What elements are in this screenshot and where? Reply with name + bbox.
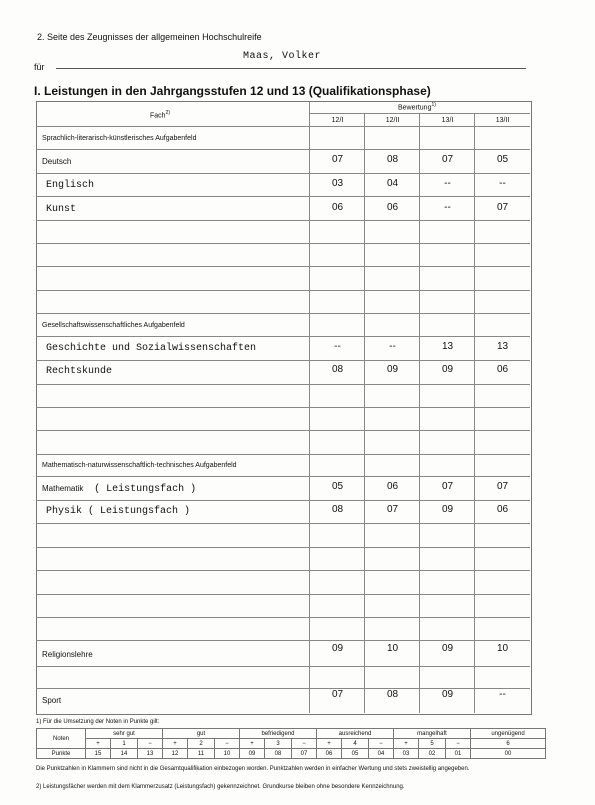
- subject-name: Deutsch: [42, 157, 72, 166]
- grade-13-2: 06: [496, 504, 509, 515]
- page-label: 2. Seite des Zeugnisses der allgemeinen Hochschulreife: [37, 32, 262, 42]
- grade-12-1: 08: [331, 364, 344, 375]
- grid-line: [36, 196, 530, 197]
- section-title: I. Leistungen in den Jahrgangsstufen 12 und 13 (Qualifikationsphase): [34, 84, 431, 98]
- scale-point: 09: [240, 749, 265, 759]
- grid-line: [36, 570, 530, 571]
- scale-point: 12: [163, 749, 188, 759]
- subject-name: Englisch: [46, 180, 95, 191]
- grades-table: [36, 101, 532, 715]
- grade-13-2: 13: [496, 341, 509, 352]
- grade-12-1: 07: [331, 689, 344, 700]
- scale-point: 11: [188, 749, 215, 759]
- grade-13-1: 09: [441, 643, 454, 654]
- subject-name: Mathematik ( Leistungsfach ): [42, 484, 197, 495]
- grid-line: [36, 266, 530, 267]
- grid-line: [36, 454, 530, 455]
- grid-line: [36, 336, 530, 337]
- subject-name: Sport: [42, 696, 62, 705]
- grid-line: [36, 313, 530, 314]
- grid-line: [36, 430, 530, 431]
- scale-grade: ungenügend: [471, 729, 546, 739]
- grid-line: [36, 407, 530, 408]
- grid-line: [36, 290, 530, 291]
- grade-12-1: 05: [331, 481, 344, 492]
- grid-line: [36, 126, 530, 127]
- name-line: [56, 68, 526, 69]
- scale-number: 6: [471, 739, 546, 749]
- grade-13-2: 10: [496, 643, 509, 654]
- fuer-label: für: [34, 62, 45, 72]
- term-12-1: 12/I: [331, 117, 344, 124]
- grid-line: [309, 113, 530, 114]
- grade-12-1: --: [334, 341, 341, 352]
- grade-13-2: 07: [496, 481, 509, 492]
- grade-13-1: 07: [441, 154, 454, 165]
- footnote-klammer: Die Punktzahlen in Klammern sind nicht in die Gesamtqualifikation einbezogen worden. Punktzahlen werden in einfacher Wertung und stets zweistellig angegeben.: [36, 766, 470, 772]
- scale-number: 2: [188, 739, 215, 749]
- grade-12-1: 06: [331, 202, 344, 213]
- grade-13-1: 09: [441, 364, 454, 375]
- grade-12-2: 07: [386, 504, 399, 515]
- grade-13-2: 06: [496, 364, 509, 375]
- footnote-2: 2) Leistungsfächer werden mit dem Klammerzusatz (Leistungsfach) gekennzeichnet. Grundkurse bleiben ohne besondere Kennzeichnung.: [36, 784, 405, 790]
- subject-name: Physik ( Leistungsfach ): [46, 506, 191, 517]
- grade-12-1: 03: [331, 178, 344, 189]
- scale-point: 04: [369, 749, 394, 759]
- student-name: Maas, Volker: [243, 51, 322, 62]
- grade-12-2: 10: [386, 643, 399, 654]
- scale-number: 4: [342, 739, 369, 749]
- grid-line: [36, 640, 530, 641]
- grid-line: [36, 149, 530, 150]
- grade-13-1: --: [444, 202, 451, 213]
- term-13-2: 13/II: [495, 117, 510, 124]
- grade-13-1: 13: [441, 341, 454, 352]
- grade-12-2: 08: [386, 154, 399, 165]
- bewertung-header: Bewertung$^{1)}$: [398, 102, 436, 112]
- grid-line: [36, 220, 530, 221]
- grade-12-2: 09: [386, 364, 399, 375]
- scale-point: 00: [471, 749, 546, 759]
- grid-line: [36, 617, 530, 618]
- grade-13-1: 09: [441, 504, 454, 515]
- footnote-1: 1) Für die Umsetzung der Noten in Punkte gilt:: [36, 719, 160, 725]
- grid-line: [36, 594, 530, 595]
- grid-line: [36, 547, 530, 548]
- scale-point: 13: [138, 749, 163, 759]
- grade-12-1: 08: [331, 504, 344, 515]
- grade-scale-table: Noten sehr gut gut befriedigend ausreichend mangelhaft ungenügend + 1 − + 2 − + 3 − + 4 − + 5 − 6 Punkte 15 14 13 12 11 10 09 08 07 06 05 04 03 02 01 00: [36, 728, 546, 759]
- grade-12-2: 04: [386, 178, 399, 189]
- scale-grade: befriedigend: [240, 729, 317, 739]
- scale-point: 14: [111, 749, 138, 759]
- grid-line: [36, 666, 530, 667]
- grade-13-2: 05: [496, 154, 509, 165]
- grade-13-1: 07: [441, 481, 454, 492]
- subject-name: Religionslehre: [42, 650, 93, 659]
- grid-line: [36, 360, 530, 361]
- grade-13-1: --: [444, 178, 451, 189]
- scale-point: 03: [394, 749, 419, 759]
- scale-point: 06: [317, 749, 342, 759]
- term-12-2: 12/II: [385, 117, 400, 124]
- scale-number: 1: [111, 739, 138, 749]
- grid-line: [36, 476, 530, 477]
- grade-13-2: --: [499, 178, 506, 189]
- scale-punkte-label: Punkte: [37, 749, 86, 759]
- subject-name: Kunst: [46, 204, 77, 215]
- subject-name: Geschichte und Sozialwissenschaften: [46, 343, 257, 354]
- scale-grade: ausreichend: [317, 729, 394, 739]
- fach-header: Fach$^{2)}$: [150, 110, 171, 120]
- grid-line: [36, 523, 530, 524]
- field-label-sprachlich: Sprachlich-literarisch-künstlerisches Aufgabenfeld: [42, 135, 197, 142]
- subject-name: Rechtskunde: [46, 366, 113, 377]
- grid-line: [36, 384, 530, 385]
- grade-12-2: 06: [386, 481, 399, 492]
- field-label-gesellschaft: Gesellschaftswissenschaftliches Aufgabenfeld: [42, 322, 185, 329]
- scale-point: 15: [86, 749, 111, 759]
- field-label-mathematisch: Mathematisch-naturwissenschaftlich-technisches Aufgabenfeld: [42, 462, 237, 469]
- scale-grade: mangelhaft: [394, 729, 471, 739]
- grade-12-1: 07: [331, 154, 344, 165]
- grade-13-2: --: [499, 689, 506, 700]
- scale-number: 3: [265, 739, 292, 749]
- grade-13-1: 09: [441, 689, 454, 700]
- grade-12-2: --: [389, 341, 396, 352]
- grade-13-2: 07: [496, 202, 509, 213]
- scale-point: 08: [265, 749, 292, 759]
- grade-12-2: 06: [386, 202, 399, 213]
- grid-line: [36, 173, 530, 174]
- scale-number: 5: [419, 739, 446, 749]
- scale-point: 05: [342, 749, 369, 759]
- scale-point: 07: [292, 749, 317, 759]
- scale-point: 02: [419, 749, 446, 759]
- scale-grade: gut: [163, 729, 240, 739]
- grade-12-2: 08: [386, 689, 399, 700]
- scale-grade: sehr gut: [86, 729, 163, 739]
- scale-point: 10: [215, 749, 240, 759]
- grid-line: [36, 500, 530, 501]
- scale-point: 01: [446, 749, 471, 759]
- grid-line: [36, 243, 530, 244]
- scale-noten-label: Noten: [37, 729, 86, 749]
- term-13-1: 13/I: [441, 117, 454, 124]
- grade-12-1: 09: [331, 643, 344, 654]
